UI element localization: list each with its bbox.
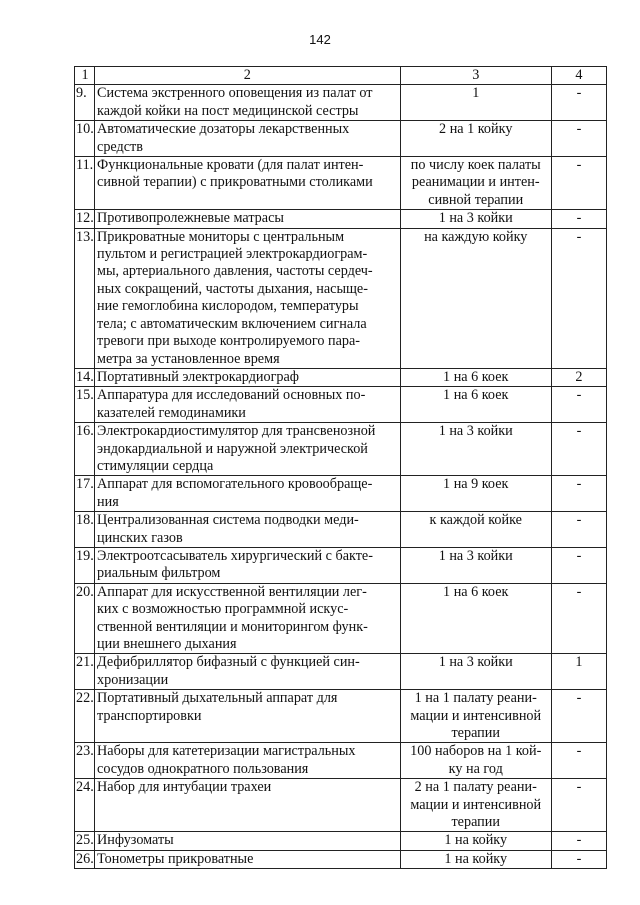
item-quantity-cell [400,743,551,779]
item-name-cell [95,476,401,512]
item-quantity-cell [400,476,551,512]
item-quantity-line: 1 [472,85,480,102]
item-name-line: ние гемоглобина кислородом, температуры [97,298,359,315]
item-name-line: Портативный дыхательный аппарат для [97,690,338,707]
item-name-line: Электроотсасыватель хирургический с бакте- [97,547,373,564]
item-note: - [551,779,606,832]
item-note: - [551,832,606,850]
item-name-cell [95,779,401,832]
item-name-line: Прикроватные мониторы с центральным [97,228,345,245]
item-quantity-line: ку на год [448,760,503,777]
item-name-cell [95,368,401,386]
item-name-line: метра за установленное время [97,350,280,367]
table-row [75,228,607,368]
item-name-line: мы, артериального давления, частоты сердеч- [97,263,373,280]
item-name-cell [95,121,401,157]
item-quantity-line: на каждую койку [424,228,528,245]
item-quantity-line: мации и интенсивной [410,796,542,813]
item-quantity-line: по числу коек палаты [410,157,541,174]
item-name-line: Наборы для катетеризации магистральных [97,743,356,760]
table-header-row [75,67,607,85]
item-quantity-cell [400,654,551,690]
item-name-line: Аппаратура для исследований основных по- [97,387,366,404]
item-quantity-line: мации и интенсивной [410,707,542,724]
table-row [75,654,607,690]
item-name-line: Централизованная система подводки меди- [97,512,359,529]
item-note: - [551,476,606,512]
row-number: 19. [75,547,95,583]
item-quantity-line: сивной терапии [428,191,524,208]
header-col-3: 3 [400,67,551,85]
item-name-line: Электрокардиостимулятор для трансвенозной [97,423,376,440]
row-number: 10. [75,121,95,157]
item-quantity-line: 1 на 1 палату реани- [414,690,537,707]
item-note: - [551,743,606,779]
row-number: 21. [75,654,95,690]
item-quantity-cell [400,157,551,210]
item-name-line: ния [97,493,119,510]
item-note: - [551,512,606,548]
item-quantity-cell [400,547,551,583]
row-number: 16. [75,423,95,476]
item-quantity-line: 100 наборов на 1 кой- [410,743,542,760]
item-note: - [551,210,606,228]
item-name-line: ственной вентиляции и мониторингом функ- [97,618,368,635]
item-name-line: ких с возможностью программной искус- [97,601,349,618]
item-quantity-cell [400,387,551,423]
item-note: - [551,547,606,583]
table-row [75,779,607,832]
page-number: 142 [309,32,331,47]
row-number: 12. [76,210,94,227]
item-note: - [551,85,606,121]
item-quantity-cell [400,512,551,548]
item-name-line: тревоги при выходе контролируемого пара- [97,333,361,350]
row-number: 26. [76,850,94,867]
item-quantity-cell [400,850,551,868]
row-number: 14. [76,368,94,385]
item-name-cell [95,583,401,654]
item-name-line: ции внешнего дыхания [97,636,237,652]
item-note: - [551,157,606,210]
item-note: - [551,690,606,743]
table-row [75,121,607,157]
item-note: 1 [551,654,606,690]
item-note: - [551,583,606,654]
table-row [75,512,607,548]
table-row [75,210,607,228]
item-name-line: тела; с автоматическим включением сигнала [97,315,367,332]
table-row [75,476,607,512]
item-name-line: Портативный электрокардиограф [97,368,300,385]
item-name-line: Противопролежневые матрасы [97,210,284,227]
equipment-table [74,66,607,869]
table-row [75,157,607,210]
item-quantity-line: 2 на 1 койку [439,121,513,138]
item-quantity-cell [400,228,551,368]
item-quantity-line: 1 на 6 коек [443,368,509,385]
item-name-line: пультом и регистрацией электрокардиограм- [97,246,368,263]
item-name-line: Дефибриллятор бифазный с функцией син- [97,654,360,671]
item-name-line: Автоматические дозаторы лекарственных [97,121,350,138]
row-number: 22. [75,690,95,743]
header-col-2: 2 [95,67,401,85]
item-quantity-line: 1 на койку [444,832,508,849]
item-quantity-line: 1 на 3 койки [438,654,513,671]
item-quantity-cell [400,210,551,228]
row-number: 17. [75,476,95,512]
table-row [75,368,607,386]
item-quantity-line: 2 на 1 палату реани- [414,779,537,796]
item-quantity-line: 1 на 9 коек [443,476,509,493]
item-name-cell [95,832,401,850]
item-name-line: Набор для интубации трахеи [97,779,272,796]
item-name-cell [95,423,401,476]
table-body [75,85,607,869]
item-note: 2 [551,368,606,386]
item-note: - [551,228,606,368]
item-quantity-line: терапии [451,814,500,831]
header-col-1: 1 [75,67,95,85]
item-name-line: средств [97,138,143,155]
table-row [75,743,607,779]
item-name-line: Инфузоматы [97,832,174,849]
item-name-cell [95,850,401,868]
item-name-line: Аппарат для искусственной вентиляции лег- [97,583,367,600]
item-quantity-line: 1 на 3 койки [438,547,513,564]
item-quantity-line: 1 на 3 койки [438,423,513,440]
item-quantity-line: реанимации и интен- [411,174,540,191]
item-name-cell [95,157,401,210]
header-col-4: 4 [551,67,606,85]
item-name-line: Аппарат для вспомогательного кровообраще- [97,476,373,493]
item-name-line: ных сокращений, частоты дыхания, насыще- [97,280,368,297]
table-row [75,547,607,583]
item-name-line: сосудов однократного пользования [97,760,309,777]
item-name-cell [95,743,401,779]
row-number: 15. [75,387,95,423]
item-name-line: стимуляции сердца [97,457,214,474]
row-number: 20. [75,583,95,654]
row-number: 11. [75,157,95,210]
table-row [75,85,607,121]
item-name-cell [95,654,401,690]
item-name-line: эндокардиальной и наружной электрической [97,440,368,457]
item-quantity-line: 1 на койку [444,850,508,867]
item-name-line: транспортировки [97,707,202,724]
item-name-cell [95,512,401,548]
item-name-line: хронизации [97,671,169,688]
item-quantity-line: 1 на 6 коек [443,387,509,404]
item-name-cell [95,690,401,743]
item-quantity-cell [400,779,551,832]
item-name-cell [95,547,401,583]
item-name-line: Функциональные кровати (для палат интен- [97,157,364,174]
item-note: - [551,387,606,423]
item-quantity-cell [400,121,551,157]
item-name-cell [95,228,401,368]
item-name-line: сивной терапии) с прикроватными столиками [97,174,373,191]
item-quantity-cell [400,85,551,121]
table-row [75,423,607,476]
table-row [75,832,607,850]
item-name-line: казателей гемодинамики [97,404,246,421]
item-name-cell [95,210,401,228]
item-name-line: каждой койки на пост медицинской сестры [97,102,359,119]
row-number: 25. [76,832,94,849]
table-row [75,387,607,423]
item-quantity-line: терапии [451,725,500,742]
row-number: 9. [75,85,95,121]
item-name-line: Тонометры прикроватные [97,850,254,867]
item-quantity-cell [400,368,551,386]
item-quantity-line: к каждой койке [429,512,522,529]
table-row [75,850,607,868]
row-number: 13. [75,228,95,368]
item-name-line: риальным фильтром [97,565,221,582]
item-name-line: Система экстренного оповещения из палат от [97,85,373,102]
row-number: 23. [75,743,95,779]
item-quantity-cell [400,423,551,476]
item-quantity-line: 1 на 3 койки [438,210,513,227]
table-row [75,690,607,743]
item-note: - [551,850,606,868]
item-quantity-cell [400,583,551,654]
item-name-cell [95,85,401,121]
item-quantity-line: 1 на 6 коек [443,583,509,600]
item-note: - [551,423,606,476]
row-number: 24. [75,779,95,832]
item-name-cell [95,387,401,423]
row-number: 18. [75,512,95,548]
item-note: - [551,121,606,157]
item-quantity-cell [400,832,551,850]
item-quantity-cell [400,690,551,743]
table-row [75,583,607,654]
item-name-line: цинских газов [97,529,183,546]
